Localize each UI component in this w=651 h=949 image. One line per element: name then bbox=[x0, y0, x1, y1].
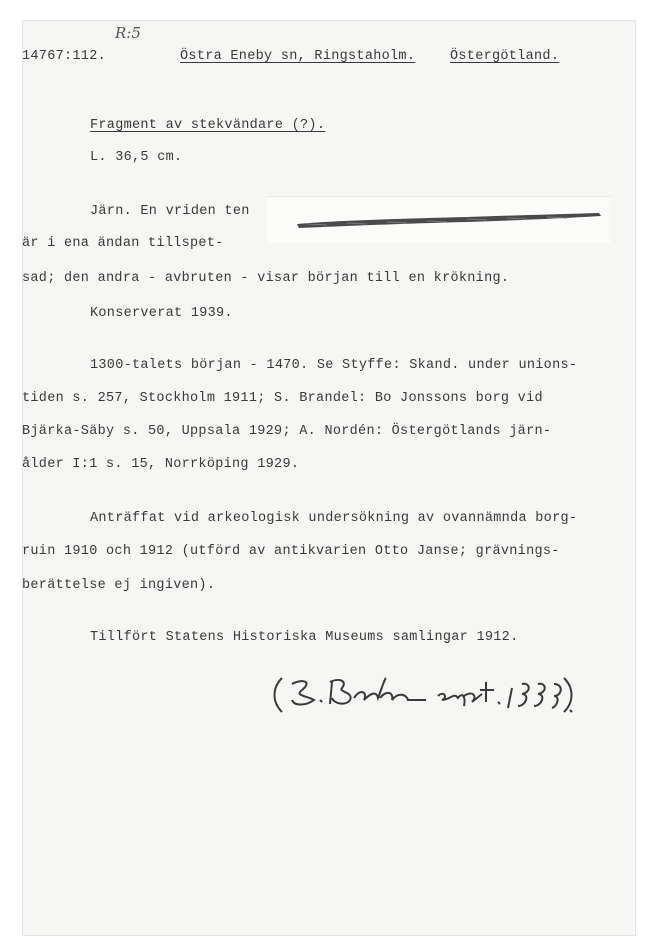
dating-line-3: Bjärka-Säby s. 50, Uppsala 1929; A. Nordén: Östergötlands järn- bbox=[22, 424, 552, 439]
dating-line-2: tiden s. 257, Stockholm 1911; S. Brandel: Bo Jonssons borg vid bbox=[22, 391, 543, 406]
find-region: Östergötland. bbox=[450, 49, 560, 64]
description-line-2: är i ena ändan tillspet- bbox=[22, 236, 224, 251]
find-location: Östra Eneby sn, Ringstaholm. bbox=[180, 49, 416, 64]
description-line-1: Järn. En vriden ten bbox=[90, 204, 250, 219]
find-line-2: ruin 1910 och 1912 (utförd av antikvarien Otto Janse; grävnings- bbox=[22, 544, 560, 559]
object-title: Fragment av stekvändare (?). bbox=[90, 118, 326, 133]
handwritten-signature bbox=[268, 670, 578, 718]
conservation-note: Konserverat 1939. bbox=[90, 306, 233, 321]
description-line-3: sad; den andra - avbruten - visar början till en krökning. bbox=[22, 271, 510, 286]
catalog-number: 14767:112. bbox=[22, 49, 107, 64]
handwritten-mark: R:5 bbox=[115, 24, 141, 42]
object-length: L. 36,5 cm. bbox=[90, 150, 183, 165]
dating-line-4: ålder I:1 s. 15, Norrköping 1929. bbox=[22, 457, 300, 472]
acquisition-note: Tillfört Statens Historiska Museums samlingar 1912. bbox=[90, 630, 519, 645]
find-line-1: Anträffat vid arkeologisk undersökning av ovannämnda borg- bbox=[90, 511, 578, 526]
find-line-3: berättelse ej ingiven). bbox=[22, 578, 216, 593]
iron-spit-photo-icon bbox=[267, 196, 610, 243]
dating-line-1: 1300-talets början - 1470. Se Styffe: Skand. under unions- bbox=[90, 358, 578, 373]
